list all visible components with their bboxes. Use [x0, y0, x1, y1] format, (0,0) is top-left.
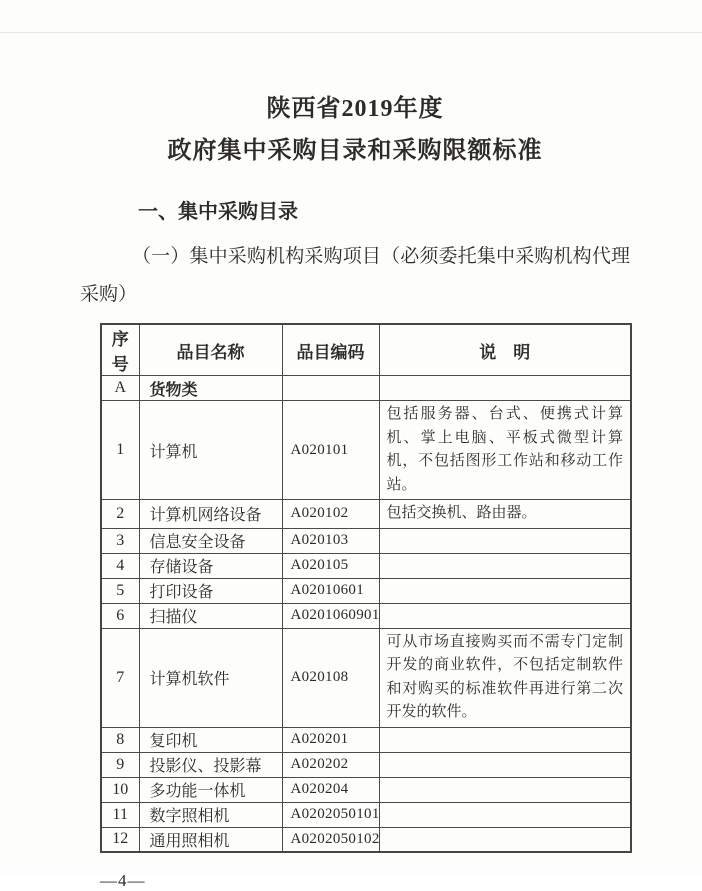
table-row	[101, 628, 631, 727]
cell-serial: 12	[101, 827, 139, 852]
column-header-item-name: 品目名称	[139, 324, 282, 376]
cell-note	[379, 752, 631, 777]
cell-item-code: A0202050102	[282, 827, 379, 852]
table-row	[101, 553, 631, 578]
cell-item-name: 计算机	[139, 401, 282, 500]
cell-serial: 11	[101, 802, 139, 827]
cell-note	[379, 553, 631, 578]
page-number: —4—	[100, 871, 146, 890]
table-row	[101, 777, 631, 802]
cell-serial: 6	[101, 603, 139, 628]
cell-note	[379, 603, 631, 628]
cell-item-name: 复印机	[139, 727, 282, 752]
table-body	[101, 376, 631, 853]
cell-item-code: A0202050101	[282, 802, 379, 827]
cell-serial: 2	[101, 500, 139, 529]
cell-serial: 3	[101, 528, 139, 553]
document-title	[80, 88, 630, 172]
cell-item-code	[282, 376, 379, 401]
cell-item-name: 信息安全设备	[139, 528, 282, 553]
cell-item-name: 计算机软件	[139, 628, 282, 727]
cell-note: 包括交换机、路由器。	[379, 500, 631, 529]
table-row	[101, 727, 631, 752]
cell-note	[379, 376, 631, 401]
table-row	[101, 578, 631, 603]
cell-note: 包括服务器、台式、便携式计算机、掌上电脑、平板式微型计算机，不包括图形工作站和移动工作站。	[379, 401, 631, 500]
cell-item-code: A0201060901	[282, 603, 379, 628]
table-row	[101, 528, 631, 553]
section-heading: 一、集中采购目录	[138, 201, 298, 223]
cell-item-code: A020105	[282, 553, 379, 578]
cell-note	[379, 802, 631, 827]
cell-item-code: A020201	[282, 727, 379, 752]
column-header-serial: 序号	[101, 324, 139, 376]
cell-item-name: 扫描仪	[139, 603, 282, 628]
cell-serial: 8	[101, 727, 139, 752]
document-title-line-1: 陕西省2019年度	[266, 96, 444, 122]
cell-note	[379, 827, 631, 852]
cell-serial: 9	[101, 752, 139, 777]
cell-serial: 7	[101, 628, 139, 727]
cell-item-name: 投影仪、投影幕	[139, 752, 282, 777]
table-row	[101, 401, 631, 500]
column-header-item-code: 品目编码	[282, 324, 379, 376]
table-row	[101, 752, 631, 777]
document-title-line-2: 政府集中采购目录和采购限额标准	[167, 138, 543, 164]
cell-serial: 5	[101, 578, 139, 603]
cell-serial: 4	[101, 553, 139, 578]
table-row	[101, 603, 631, 628]
cell-serial: 10	[101, 777, 139, 802]
cell-item-name: 货物类	[139, 376, 282, 401]
intro-paragraph: （一）集中采购机构采购项目（必须委托集中采购机构代理采购）	[80, 246, 630, 305]
table-row	[101, 827, 631, 852]
cell-item-code: A020204	[282, 777, 379, 802]
cell-item-name: 多功能一体机	[139, 777, 282, 802]
cell-note	[379, 578, 631, 603]
cell-item-name: 打印设备	[139, 578, 282, 603]
cell-item-code: A020101	[282, 401, 379, 500]
cell-serial: A	[101, 376, 139, 401]
table-header-row	[101, 324, 631, 376]
cell-note	[379, 777, 631, 802]
table-row	[101, 376, 631, 401]
table-row	[101, 802, 631, 827]
cell-item-code: A020103	[282, 528, 379, 553]
cell-item-code: A020108	[282, 628, 379, 727]
cell-item-name: 通用照相机	[139, 827, 282, 852]
column-header-note: 说 明	[379, 324, 631, 376]
cell-note	[379, 727, 631, 752]
cell-item-code: A02010601	[282, 578, 379, 603]
cell-item-code: A020102	[282, 500, 379, 529]
table-header	[101, 324, 631, 376]
cell-note: 可从市场直接购买而不需专门定制开发的商业软件，不包括定制软件和对购买的标准软件再进行第二次开发的软件。	[379, 628, 631, 727]
scan-artifact-line	[0, 32, 702, 33]
procurement-catalog-table	[100, 323, 632, 853]
cell-item-name: 计算机网络设备	[139, 500, 282, 529]
cell-item-code: A020202	[282, 752, 379, 777]
cell-serial: 1	[101, 401, 139, 500]
cell-note	[379, 528, 631, 553]
cell-item-name: 数字照相机	[139, 802, 282, 827]
cell-item-name: 存储设备	[139, 553, 282, 578]
table-row	[101, 500, 631, 529]
